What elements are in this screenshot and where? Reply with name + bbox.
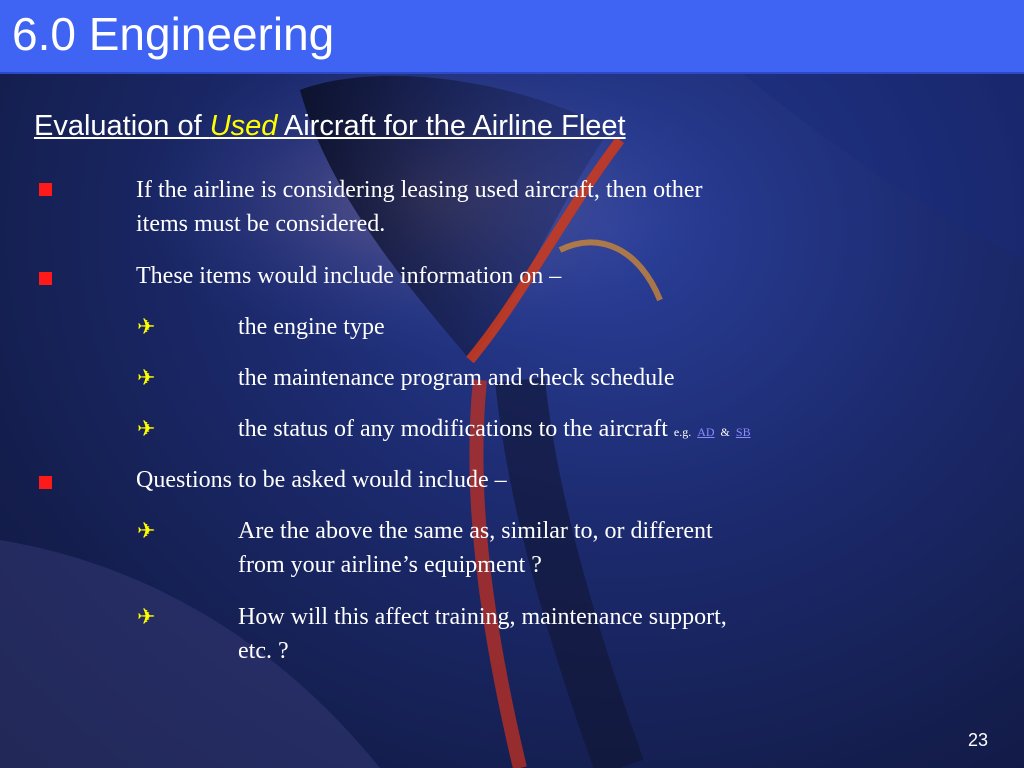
- red-square-bullet-icon: [39, 183, 52, 196]
- ad-link[interactable]: AD: [697, 425, 715, 439]
- sub-bullet-line: Are the above the same as, similar to, or different: [238, 518, 713, 544]
- airplane-icon: ✈: [137, 365, 156, 390]
- sub-bullet-text: [238, 514, 713, 582]
- ampersand: &: [720, 425, 730, 439]
- sb-link[interactable]: SB: [735, 425, 751, 439]
- eg-label: e.g.: [673, 425, 692, 439]
- sub-bullet-line: the maintenance program and check schedule: [238, 365, 675, 391]
- red-square-bullet-icon: [39, 272, 52, 285]
- bullet-text: [136, 259, 561, 293]
- slide-subtitle: [34, 106, 626, 146]
- sub-bullet-line: etc. ?: [238, 638, 289, 664]
- bullet-line: If the airline is considering leasing used aircraft, then other: [136, 177, 703, 203]
- red-square-bullet-icon: [39, 476, 52, 489]
- airplane-icon: ✈: [137, 314, 156, 339]
- bullet-line: items must be considered.: [136, 211, 386, 237]
- title-bar: [0, 0, 1024, 74]
- bullet-text: [136, 463, 507, 497]
- bullet-line: These items would include information on –: [136, 263, 562, 289]
- subtitle-suffix: Aircraft for the Airline Fleet: [277, 110, 626, 142]
- sub-bullet-text: [238, 310, 385, 344]
- subtitle-emphasis: Used: [209, 110, 278, 142]
- sub-bullet-text: [238, 600, 727, 668]
- airplane-icon: ✈: [137, 518, 156, 543]
- sub-bullet-line: from your airline’s equipment ?: [238, 552, 542, 578]
- sub-bullet-text: [238, 412, 751, 449]
- bullet-line: Questions to be asked would include –: [136, 467, 507, 493]
- airplane-icon: ✈: [137, 416, 156, 441]
- sub-bullet-text: [238, 361, 674, 395]
- page-number: 23: [967, 730, 988, 750]
- slide-title: 6.0 Engineering: [12, 8, 335, 60]
- sub-bullet-line: the engine type: [238, 314, 385, 340]
- bullet-text: [136, 173, 702, 241]
- airplane-icon: ✈: [137, 604, 156, 629]
- sub-bullet-line: the status of any modifications to the aircraft: [238, 416, 668, 442]
- subtitle-prefix: Evaluation of: [34, 110, 210, 142]
- sub-bullet-line: How will this affect training, maintenance support,: [238, 604, 727, 630]
